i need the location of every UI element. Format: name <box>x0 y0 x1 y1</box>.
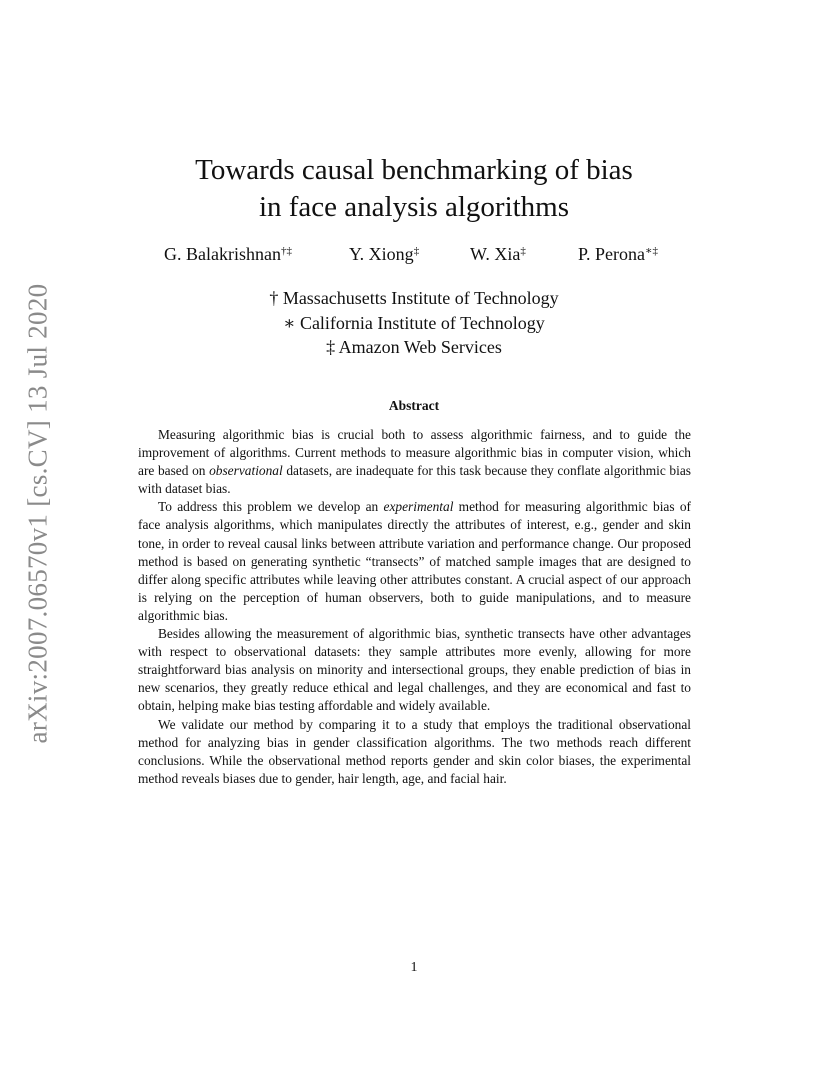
author-list <box>0 244 828 270</box>
author-name: W. Xia <box>470 244 521 264</box>
title-line-1: Towards causal benchmarking of bias <box>195 154 633 186</box>
author-name: P. Perona <box>578 244 645 264</box>
page-number: 1 <box>410 960 418 975</box>
author-1 <box>164 244 292 265</box>
affiliation-list <box>0 286 828 360</box>
abstract-paragraph-1: Measuring algorithmic bias is crucial both to assess algorithmic fairness, and to guide the improvement of algorithms. Current methods to measure algorithmic bias in computer vision, which are based on observational datasets, are inadequate for this task because they conflate algorithmic bias with dataset bias. <box>138 427 691 497</box>
author-4 <box>578 244 658 265</box>
abstract-heading: Abstract <box>388 398 440 413</box>
affiliation-aws: ‡ Amazon Web Services <box>326 337 502 357</box>
arxiv-identifier-text: arXiv:2007.06570v1 [cs.CV] 13 Jul 2020 <box>22 283 53 743</box>
author-affiliation-marks: ∗‡ <box>645 245 658 257</box>
author-3 <box>470 244 526 265</box>
affiliation-mit: † Massachusetts Institute of Technology <box>269 288 559 308</box>
author-name: G. Balakrishnan <box>164 244 281 264</box>
arxiv-identifier <box>18 283 58 743</box>
author-name: Y. Xiong <box>349 244 414 264</box>
emphasis: observational <box>209 463 283 479</box>
author-affiliation-marks: ‡ <box>413 245 420 257</box>
author-affiliation-marks: ‡ <box>520 245 526 257</box>
abstract-paragraph-2: To address this problem we develop an experimental method for measuring algorithmic bias of face analysis algorithms, which manipulates directly the attributes of interest, e.g., gender and skin tone, in order to reveal causal links between attribute variation and performance change. Our proposed method is based on generating synthetic “transects” of matched sample images that are designed to differ along specific attributes while leaving other attributes constant. A crucial aspect of our approach is relying on the perception of human observers, both to guide manipulations, and to measure algorithmic bias. <box>138 499 691 623</box>
paper-title <box>0 152 828 226</box>
author-affiliation-marks: †‡ <box>280 245 292 257</box>
abstract-paragraph-3: Besides allowing the measurement of algorithmic bias, synthetic transects have other advantages with respect to observational datasets: they sample attributes more evenly, allowing for more straightforward bias analysis on minority and intersectional groups, they enable prediction of bias in new scenarios, they greatly reduce ethical and legal challenges, and they are economical and fast to obtain, helping make bias testing affordable and widely available. <box>138 626 691 714</box>
abstract-body <box>138 426 691 788</box>
abstract-paragraph-4: We validate our method by comparing it to a study that employs the traditional observational method for analyzing bias in gender classification algorithms. The two methods reach different conclusions. While the observational method reports gender and skin color biases, the experimental method reveals biases due to gender, hair length, age, and facial hair. <box>138 716 691 786</box>
author-2 <box>349 244 419 265</box>
affiliation-caltech: ∗ California Institute of Technology <box>283 312 545 333</box>
title-line-2: in face analysis algorithms <box>258 191 570 223</box>
emphasis: experimental <box>383 499 454 515</box>
